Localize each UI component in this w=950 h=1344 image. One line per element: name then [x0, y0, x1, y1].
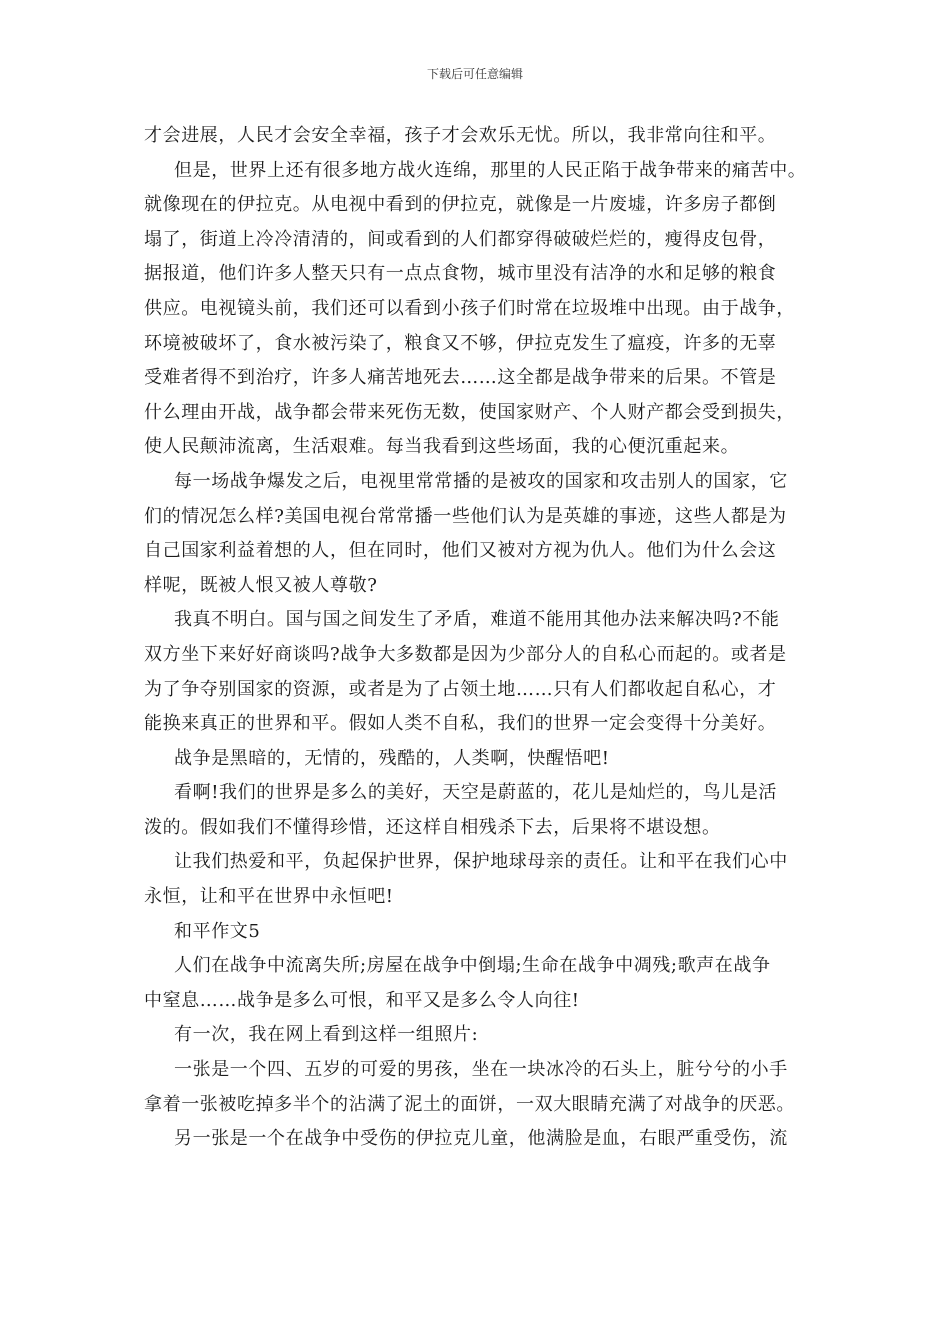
text-line: 环境被破坏了，食水被污染了，粮食又不够，伊拉克发生了瘟疫，许多的无辜	[144, 332, 777, 354]
text-line: 让我们热爱和平，负起保护世界，保护地球母亲的责任。让和平在我们心中	[174, 851, 788, 873]
text-line: 供应。电视镜头前，我们还可以看到小孩子们时常在垃圾堆中出现。由于战争，	[144, 297, 795, 319]
text-line: 自己国家利益着想的人，但在同时，他们又被对方视为仇人。他们为什么会这	[144, 540, 777, 562]
text-line: 塌了，街道上冷冷清清的，间或看到的人们都穿得破破烂烂的，瘦得皮包骨，	[144, 228, 777, 250]
text-line: 们的情况怎么样?美国电视台常常播一些他们认为是英雄的事迹，这些人都是为	[144, 505, 787, 527]
text-line: 人们在战争中流离失所;房屋在战争中倒塌;生命在战争中凋残;歌声在战争	[174, 955, 771, 977]
text-line: 受难者得不到治疗，许多人痛苦地死去……这全都是战争带来的后果。不管是	[144, 367, 777, 389]
text-line: 但是，世界上还有很多地方战火连绵，那里的人民正陷于战争带来的痛苦中。	[174, 159, 807, 181]
text-line: 一张是一个四、五岁的可爱的男孩，坐在一块冰冷的石头上，脏兮兮的小手	[174, 1059, 788, 1081]
text-line: 每一场战争爆发之后，电视里常常播的是被攻的国家和攻击别人的国家，它	[174, 470, 788, 492]
text-line: 另一张是一个在战争中受伤的伊拉克儿童，他满脸是血，右眼严重受伤，流	[174, 1128, 788, 1150]
text-line: 样呢，既被人恨又被人尊敬?	[144, 574, 378, 596]
text-line: 才会进展，人民才会安全幸福，孩子才会欢乐无忧。所以，我非常向往和平。	[144, 125, 777, 146]
text-line: 战争是黑暗的，无情的，残酷的，人类啊，快醒悟吧!	[174, 747, 610, 769]
text-line: 看啊!我们的世界是多么的美好，天空是蔚蓝的，花儿是灿烂的，鸟儿是活	[174, 782, 778, 804]
text-line: 能换来真正的世界和平。假如人类不自私，我们的世界一定会变得十分美好。	[144, 713, 777, 735]
text-line: 和平作文5	[174, 920, 261, 942]
text-line: 永恒，让和平在世界中永恒吧!	[144, 886, 394, 908]
document-body	[144, 119, 810, 1157]
text-line: 为了争夺别国家的资源，或者是为了占领土地……只有人们都收起自私心，才	[144, 678, 777, 700]
text-line: 什么理由开战，战争都会带来死伤无数，使国家财产、个人财产都会受到损失，	[144, 401, 795, 423]
page-header-watermark: 下载后可任意编辑	[426, 67, 523, 81]
text-line: 双方坐下来好好商谈吗?战争大多数都是因为少部分人的自私心而起的。或者是	[144, 643, 787, 665]
text-line: 有一次，我在网上看到这样一组照片:	[174, 1024, 479, 1046]
text-line: 就像现在的伊拉克。从电视中看到的伊拉克，就像是一片废墟，许多房子都倒	[144, 194, 777, 216]
text-line: 拿着一张被吃掉多半个的沾满了泥土的面饼，一双大眼睛充满了对战争的厌恶。	[144, 1093, 795, 1115]
text-line: 泼的。假如我们不懂得珍惜，还这样自相残杀下去，后果将不堪设想。	[144, 816, 721, 838]
text-line: 中窒息……战争是多么可恨，和平又是多么令人向往!	[144, 989, 580, 1011]
text-line: 据报道，他们许多人整天只有一点点食物，城市里没有洁净的水和足够的粮食	[144, 263, 777, 285]
text-line: 我真不明白。国与国之间发生了矛盾，难道不能用其他办法来解决吗?不能	[174, 609, 780, 631]
text-line: 使人民颠沛流离，生活艰难。每当我看到这些场面，我的心便沉重起来。	[144, 436, 740, 458]
